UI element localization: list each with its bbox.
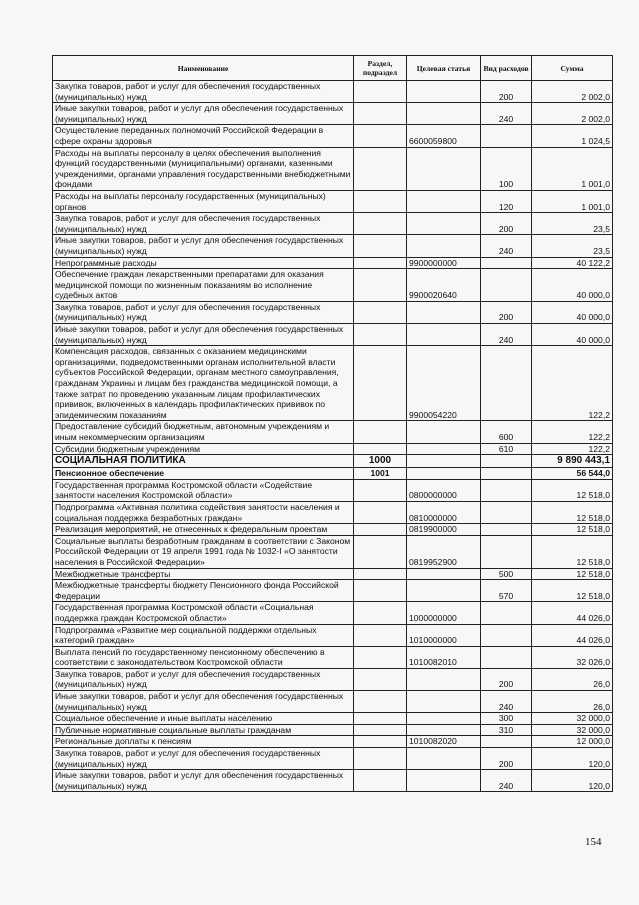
cell-target	[407, 301, 481, 323]
cell-kind: 240	[481, 235, 532, 257]
cell-sum: 32 000,0	[532, 724, 613, 736]
cell-sum: 12 000,0	[532, 736, 613, 748]
cell-sum: 40 000,0	[532, 301, 613, 323]
cell-sum: 12 518,0	[532, 580, 613, 602]
cell-name: Субсидии бюджетным учреждениям	[53, 443, 354, 455]
cell-target	[407, 324, 481, 346]
cell-name: Компенсация расходов, связанных с оказанием медицинскими организациями, подведомственными органам исполнительной власти субъектов Российской Федерации, органам местного самоуправления, гражданам Украины и лицам без гражданства медицинской помощи, а также затрат по проведению указанным лицам профилактических прививок, включенных в календарь профилактических прививок по эпидемическим показаниям	[53, 346, 354, 421]
table-row	[53, 691, 613, 713]
cell-section	[354, 646, 407, 668]
cell-target: 1010082010	[407, 646, 481, 668]
cell-section	[354, 324, 407, 346]
cell-kind	[481, 535, 532, 568]
cell-sum: 44 026,0	[532, 624, 613, 646]
cell-sum: 12 518,0	[532, 524, 613, 536]
cell-kind: 570	[481, 580, 532, 602]
cell-name: Реализация мероприятий, не отнесенных к федеральным проектам	[53, 524, 354, 536]
table-row	[53, 443, 613, 455]
cell-sum: 12 518,0	[532, 501, 613, 523]
cell-kind	[481, 125, 532, 147]
cell-target: 0810000000	[407, 501, 481, 523]
cell-sum: 12 518,0	[532, 479, 613, 501]
cell-target: 1000000000	[407, 602, 481, 624]
cell-name: Публичные нормативные социальные выплаты гражданам	[53, 724, 354, 736]
cell-target: 0819952900	[407, 535, 481, 568]
cell-target	[407, 235, 481, 257]
cell-name: Закупка товаров, работ и услуг для обеспечения государственных (муниципальных) нужд	[53, 81, 354, 103]
cell-kind	[481, 624, 532, 646]
cell-kind: 240	[481, 324, 532, 346]
cell-sum: 1 001,0	[532, 147, 613, 190]
cell-kind: 600	[481, 421, 532, 443]
cell-kind: 200	[481, 301, 532, 323]
cell-section	[354, 724, 407, 736]
table-row	[53, 535, 613, 568]
cell-kind: 120	[481, 190, 532, 212]
table-row	[53, 269, 613, 302]
cell-section: 1001	[354, 468, 407, 480]
table-row	[53, 668, 613, 690]
cell-kind	[481, 602, 532, 624]
cell-section	[354, 213, 407, 235]
cell-sum: 26,0	[532, 691, 613, 713]
cell-target	[407, 103, 481, 125]
cell-sum: 120,0	[532, 748, 613, 770]
cell-target	[407, 81, 481, 103]
cell-section	[354, 580, 407, 602]
cell-name: Закупка товаров, работ и услуг для обеспечения государственных (муниципальных) нужд	[53, 301, 354, 323]
cell-target	[407, 691, 481, 713]
cell-kind	[481, 269, 532, 302]
cell-target: 1010082020	[407, 736, 481, 748]
cell-sum: 44 026,0	[532, 602, 613, 624]
cell-section	[354, 421, 407, 443]
cell-sum: 32 000,0	[532, 713, 613, 725]
cell-target	[407, 468, 481, 480]
cell-sum: 122,2	[532, 421, 613, 443]
table-row	[53, 81, 613, 103]
table-row	[53, 213, 613, 235]
cell-sum: 1 024,5	[532, 125, 613, 147]
cell-target: 9900000000	[407, 257, 481, 269]
table-row	[53, 748, 613, 770]
cell-section	[354, 257, 407, 269]
page-number: 154	[585, 836, 602, 848]
cell-target	[407, 668, 481, 690]
table-row	[53, 301, 613, 323]
cell-kind	[481, 455, 532, 468]
cell-kind	[481, 736, 532, 748]
cell-kind	[481, 479, 532, 501]
cell-kind: 200	[481, 668, 532, 690]
cell-section	[354, 103, 407, 125]
cell-section	[354, 624, 407, 646]
cell-kind	[481, 468, 532, 480]
cell-name: СОЦИАЛЬНАЯ ПОЛИТИКА	[53, 455, 354, 468]
table-row	[53, 125, 613, 147]
cell-target	[407, 713, 481, 725]
cell-sum: 120,0	[532, 770, 613, 792]
cell-name: Подпрограмма «Активная политика содействия занятости населения и социальная поддержка безработных граждан»	[53, 501, 354, 523]
cell-section	[354, 443, 407, 455]
cell-kind: 300	[481, 713, 532, 725]
cell-name: Государственная программа Костромской области «Содействие занятости населения Костромской области»	[53, 479, 354, 501]
cell-target	[407, 213, 481, 235]
cell-section	[354, 269, 407, 302]
table-row	[53, 524, 613, 536]
cell-section	[354, 691, 407, 713]
cell-sum: 2 002,0	[532, 103, 613, 125]
cell-sum: 40 000,0	[532, 269, 613, 302]
table-row	[53, 736, 613, 748]
cell-name: Закупка товаров, работ и услуг для обеспечения государственных (муниципальных) нужд	[53, 748, 354, 770]
cell-kind	[481, 346, 532, 421]
cell-name: Расходы на выплаты персоналу в целях обеспечения выполнения функций государственными (муниципальными) органами, казенными учреждениями, органами управления государственными внебюджетными фондами	[53, 147, 354, 190]
cell-name: Межбюджетные трансферты	[53, 568, 354, 580]
cell-name: Иные закупки товаров, работ и услуг для обеспечения государственных (муниципальных) нужд	[53, 103, 354, 125]
header-sum: Сумма	[532, 56, 613, 81]
cell-section	[354, 81, 407, 103]
table-row	[53, 646, 613, 668]
cell-section	[354, 736, 407, 748]
cell-name: Пенсионное обеспечение	[53, 468, 354, 480]
cell-target	[407, 147, 481, 190]
cell-name: Осуществление переданных полномочий Российской Федерации в сфере охраны здоровья	[53, 125, 354, 147]
cell-name: Иные закупки товаров, работ и услуг для обеспечения государственных (муниципальных) нужд	[53, 235, 354, 257]
cell-kind: 310	[481, 724, 532, 736]
cell-name: Межбюджетные трансферты бюджету Пенсионного фонда Российской Федерации	[53, 580, 354, 602]
cell-sum: 9 890 443,1	[532, 455, 613, 468]
cell-section	[354, 524, 407, 536]
cell-target: 9900020640	[407, 269, 481, 302]
cell-sum: 56 544,0	[532, 468, 613, 480]
table-row	[53, 713, 613, 725]
table-row	[53, 724, 613, 736]
cell-section	[354, 501, 407, 523]
cell-target	[407, 190, 481, 212]
header-kind: Вид расходов	[481, 56, 532, 81]
table-row	[53, 346, 613, 421]
cell-sum: 122,2	[532, 346, 613, 421]
cell-section	[354, 713, 407, 725]
cell-section	[354, 346, 407, 421]
cell-section	[354, 190, 407, 212]
cell-name: Закупка товаров, работ и услуг для обеспечения государственных (муниципальных) нужд	[53, 213, 354, 235]
cell-sum: 40 000,0	[532, 324, 613, 346]
cell-name: Иные закупки товаров, работ и услуг для обеспечения государственных (муниципальных) нужд	[53, 324, 354, 346]
cell-kind	[481, 646, 532, 668]
cell-name: Иные закупки товаров, работ и услуг для обеспечения государственных (муниципальных) нужд	[53, 770, 354, 792]
table-row	[53, 479, 613, 501]
table-header-row	[53, 56, 613, 81]
cell-name: Социальные выплаты безработным гражданам в соответствии с Законом Российской Федерации от 19 апреля 1991 года № 1032-I «О занятости населения в Российской Федерации»	[53, 535, 354, 568]
header-target: Целевая статья	[407, 56, 481, 81]
cell-section: 1000	[354, 455, 407, 468]
cell-section	[354, 668, 407, 690]
cell-kind: 610	[481, 443, 532, 455]
cell-section	[354, 301, 407, 323]
table-row	[53, 580, 613, 602]
cell-sum: 26,0	[532, 668, 613, 690]
cell-kind	[481, 257, 532, 269]
table-row	[53, 770, 613, 792]
table-row	[53, 455, 613, 468]
cell-section	[354, 479, 407, 501]
cell-section	[354, 770, 407, 792]
cell-target: 0800000000	[407, 479, 481, 501]
table-row	[53, 257, 613, 269]
header-section: Раздел, подраздел	[354, 56, 407, 81]
cell-target	[407, 580, 481, 602]
cell-kind: 200	[481, 748, 532, 770]
cell-name: Обеспечение граждан лекарственными препаратами для оказания медицинской помощи по жизненным показаниям во исполнение судебных актов	[53, 269, 354, 302]
cell-target: 1010000000	[407, 624, 481, 646]
cell-name: Предоставление субсидий бюджетным, автономным учреждениям и иным некоммерческим организациям	[53, 421, 354, 443]
cell-target	[407, 568, 481, 580]
cell-section	[354, 748, 407, 770]
table-row	[53, 624, 613, 646]
cell-section	[354, 235, 407, 257]
cell-kind	[481, 524, 532, 536]
cell-sum: 1 001,0	[532, 190, 613, 212]
cell-target	[407, 748, 481, 770]
budget-table	[52, 55, 613, 792]
cell-name: Государственная программа Костромской области «Социальная поддержка граждан Костромской области»	[53, 602, 354, 624]
table-body	[53, 81, 613, 792]
cell-sum: 12 518,0	[532, 535, 613, 568]
cell-name: Выплата пенсий по государственному пенсионному обеспечению в соответствии с законодательством Костромской области	[53, 646, 354, 668]
cell-target	[407, 724, 481, 736]
cell-target	[407, 770, 481, 792]
cell-section	[354, 602, 407, 624]
table-row	[53, 190, 613, 212]
cell-section	[354, 568, 407, 580]
cell-sum: 23,5	[532, 213, 613, 235]
cell-target	[407, 443, 481, 455]
cell-name: Иные закупки товаров, работ и услуг для обеспечения государственных (муниципальных) нужд	[53, 691, 354, 713]
cell-target: 0819900000	[407, 524, 481, 536]
cell-sum: 122,2	[532, 443, 613, 455]
cell-kind	[481, 501, 532, 523]
cell-section	[354, 535, 407, 568]
cell-name: Расходы на выплаты персоналу государственных (муниципальных) органов	[53, 190, 354, 212]
cell-target	[407, 421, 481, 443]
table-row	[53, 103, 613, 125]
cell-sum: 40 122,2	[532, 257, 613, 269]
cell-kind: 240	[481, 103, 532, 125]
table-row	[53, 235, 613, 257]
table-row	[53, 147, 613, 190]
cell-kind: 100	[481, 147, 532, 190]
table-row	[53, 602, 613, 624]
cell-name: Социальное обеспечение и иные выплаты населению	[53, 713, 354, 725]
cell-section	[354, 147, 407, 190]
cell-sum: 12 518,0	[532, 568, 613, 580]
table-row	[53, 501, 613, 523]
cell-section	[354, 125, 407, 147]
cell-target	[407, 455, 481, 468]
cell-sum: 2 002,0	[532, 81, 613, 103]
cell-name: Непрограммные расходы	[53, 257, 354, 269]
cell-name: Закупка товаров, работ и услуг для обеспечения государственных (муниципальных) нужд	[53, 668, 354, 690]
cell-name: Подпрограмма «Развитие мер социальной поддержки отдельных категорий граждан»	[53, 624, 354, 646]
cell-kind: 240	[481, 691, 532, 713]
table-row	[53, 324, 613, 346]
table-row	[53, 468, 613, 480]
cell-target: 6600059800	[407, 125, 481, 147]
table-row	[53, 421, 613, 443]
table-row	[53, 568, 613, 580]
cell-target: 9900054220	[407, 346, 481, 421]
cell-kind: 200	[481, 81, 532, 103]
cell-name: Региональные доплаты к пенсиям	[53, 736, 354, 748]
cell-kind: 500	[481, 568, 532, 580]
cell-sum: 32 026,0	[532, 646, 613, 668]
cell-kind: 240	[481, 770, 532, 792]
cell-sum: 23,5	[532, 235, 613, 257]
header-name: Наименование	[53, 56, 354, 81]
cell-kind: 200	[481, 213, 532, 235]
